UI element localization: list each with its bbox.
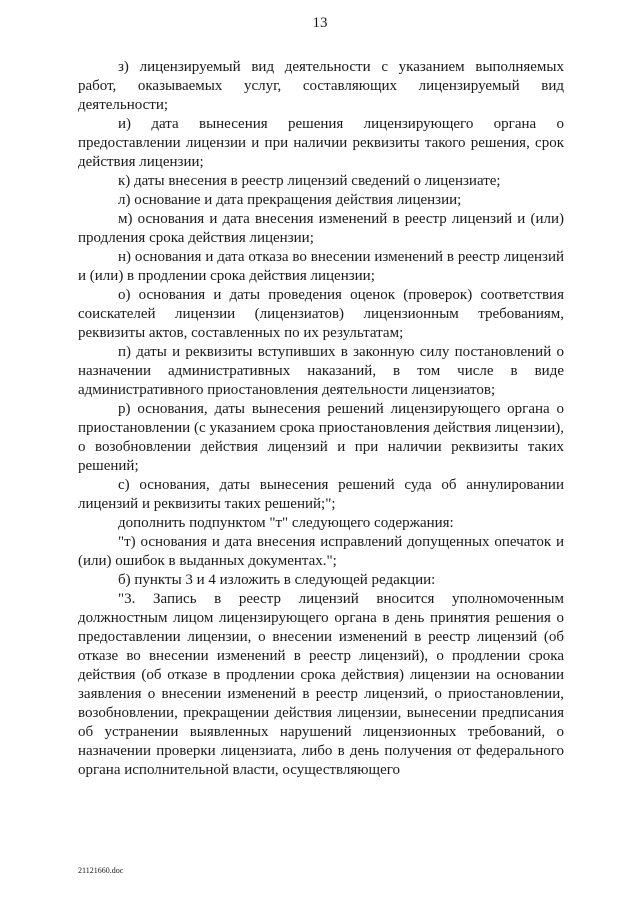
- paragraph-z: з) лицензируемый вид деятельности с указанием выполняемых работ, оказываемых услуг, составляющих лицензируемый вид деятельности;: [78, 59, 564, 113]
- paragraph-b: б) пункты 3 и 4 изложить в следующей редакции:: [118, 572, 436, 588]
- paragraph-k: к) даты внесения в реестр лицензий сведений о лицензиате;: [118, 173, 501, 189]
- paragraph-l: л) основание и дата прекращения действия лицензии;: [118, 192, 462, 208]
- paragraph-s: с) основания, даты вынесения решений суда об аннулировании лицензий и реквизиты таких решений;";: [78, 477, 564, 512]
- paragraph-i: и) дата вынесения решения лицензирующего органа о предоставлении лицензии и при наличии реквизиты такого решения, срок действия лицензии;: [78, 116, 564, 170]
- paragraph-t: "т) основания и дата внесения исправлений допущенных опечаток и (или) ошибок в выданных документах.";: [78, 534, 564, 569]
- paragraph-point-3: "3. Запись в реестр лицензий вносится уполномоченным должностным лицом лицензирующего органа в день принятия решения о предоставлении лицензии, о внесении изменений в реестр лицензий (об отказе во внесении изменений в реестр лицензий), о продлении срока действия (об отказе в продлении срока действия) лицензии на основании заявления о внесении изменений в реестр лицензий, о приостановлении, возобновлении, прекращении действия лицензии, вынесении предписания об устранении выявленных нарушений лицензионных требований, о назначении проверки лицензиата, либо в день получения от федерального органа исполнительной власти, осуществляющего: [78, 591, 564, 778]
- paragraph-p: п) даты и реквизиты вступивших в законную силу постановлений о назначении административных наказаний, в том числе в виде административного приостановления деятельности лицензиатов;: [78, 344, 564, 398]
- paragraph-add-t: дополнить подпунктом "т" следующего содержания:: [118, 515, 454, 531]
- paragraph-m: м) основания и дата внесения изменений в реестр лицензий и (или) продления срока действия лицензии;: [78, 211, 564, 246]
- paragraph-r: р) основания, даты вынесения решений лицензирующего органа о приостановлении (с указанием срока приостановления действия лицензии), о возобновлении действия лицензий и при наличии реквизиты таких решений;: [78, 401, 564, 474]
- paragraph-o: о) основания и даты проведения оценок (проверок) соответствия соискателей лицензии (лицензиатов) лицензионным требованиям, реквизиты актов, составленных по их результатам;: [78, 287, 564, 341]
- paragraph-n: н) основания и дата отказа во внесении изменений в реестр лицензий и (или) в продлении срока действия лицензии;: [78, 249, 564, 284]
- page-number: 13: [312, 15, 328, 31]
- footer-filename: 21121660.doc: [78, 866, 124, 875]
- document-body: [78, 58, 564, 780]
